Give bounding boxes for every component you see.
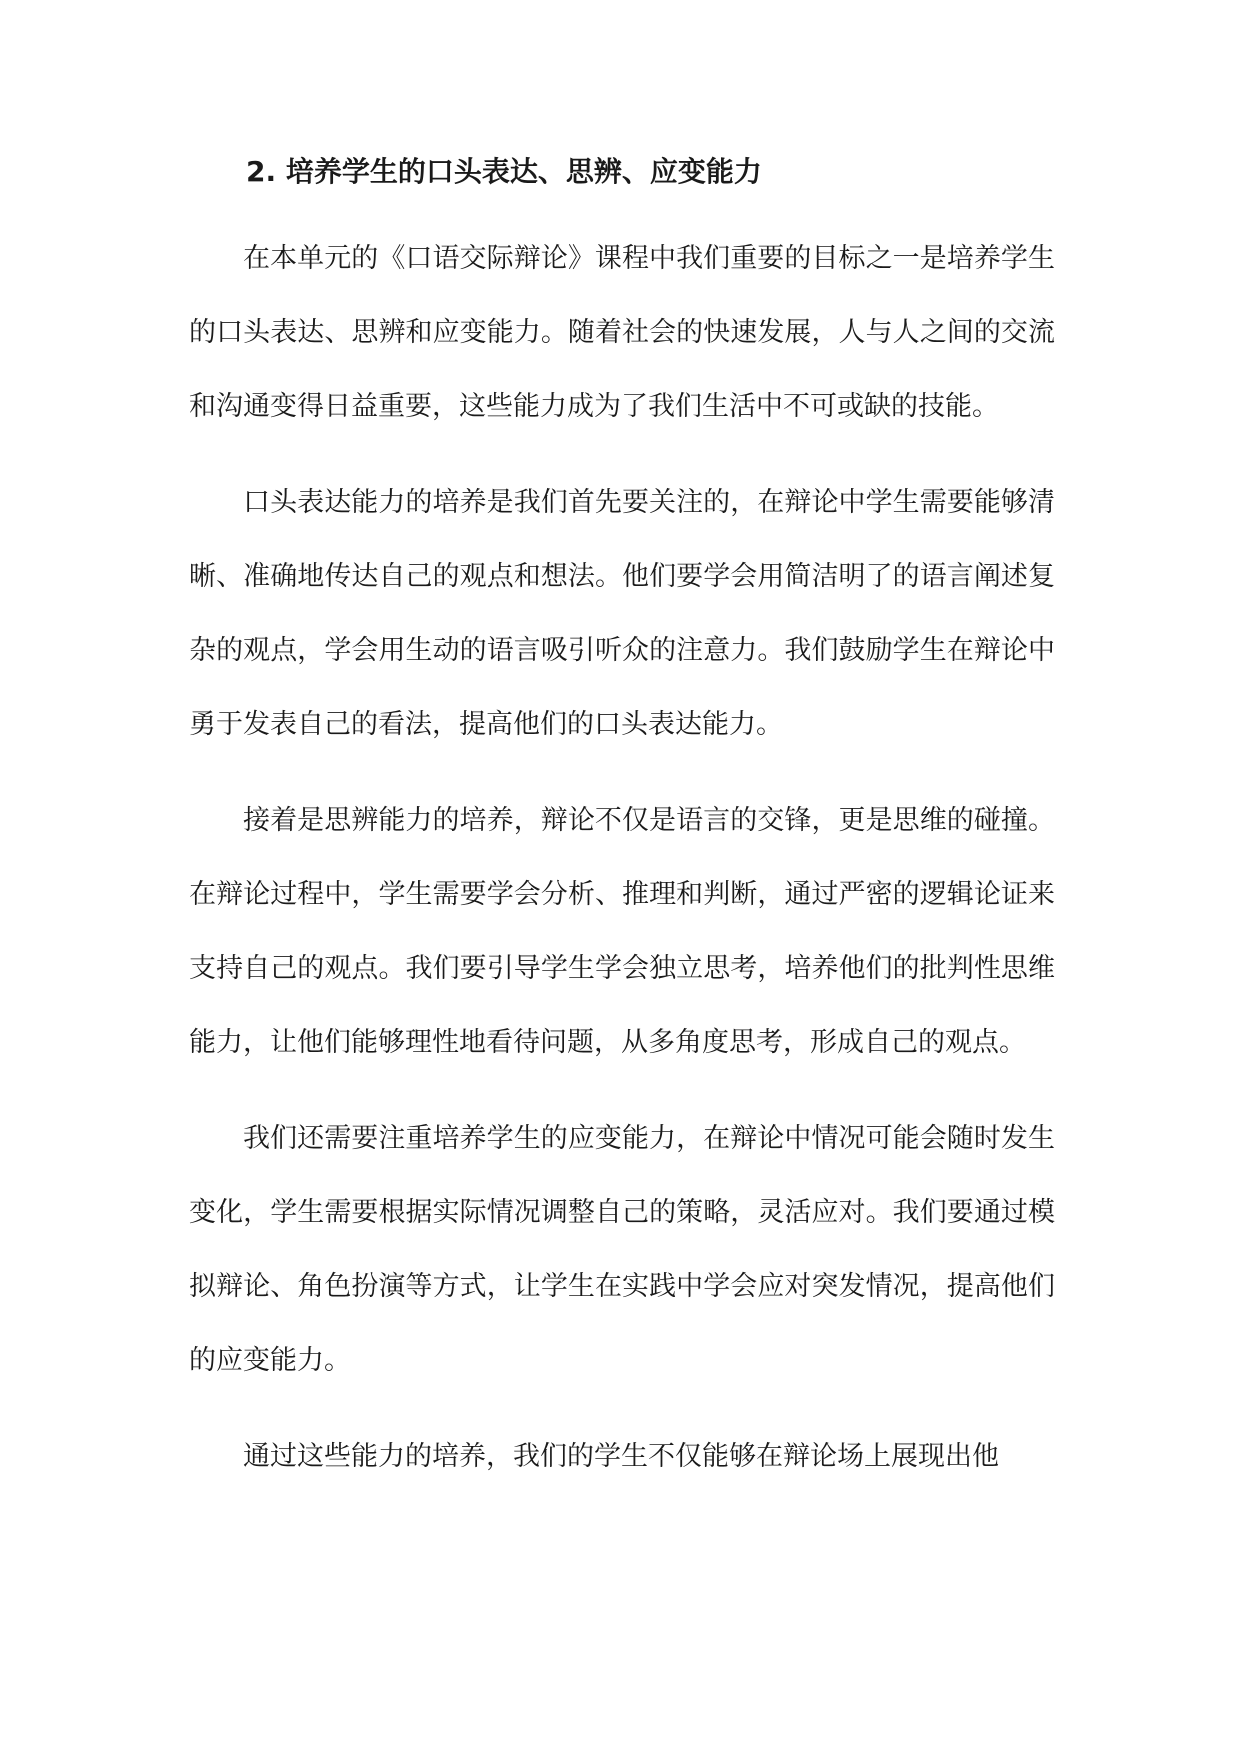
paragraph-conclusion: 通过这些能力的培养，我们的学生不仅能够在辩论场上展现出他 <box>243 1441 999 1472</box>
section-heading: 2. 培养学生的口头表达、思辨、应变能力 <box>246 155 762 188</box>
paragraph-critical-thinking: 接着是思辨能力的培养，辩论不仅是语言的交锋，更是思维的碰撞。在辩论过程中，学生需要学会分析、推理和判断，通过严密的逻辑论证来支持自己的观点。我们要引导学生学会独立思考，培养他们的批判性思维能力，让他们能够理性地看待问题，从多角度思考，形成自己的观点。 <box>189 805 1055 1058</box>
paragraph-intro: 在本单元的《口语交际辩论》课程中我们重要的目标之一是培养学生的口头表达、思辨和应变能力。随着社会的快速发展，人与人之间的交流和沟通变得日益重要，这些能力成为了我们生活中不可或缺的技能。 <box>189 243 1055 422</box>
document-page <box>189 148 1055 1494</box>
paragraph-adaptability: 我们还需要注重培养学生的应变能力，在辩论中情况可能会随时发生变化，学生需要根据实际情况调整自己的策略，灵活应对。我们要通过模拟辩论、角色扮演等方式，让学生在实践中学会应对突发情况，提高他们的应变能力。 <box>189 1123 1055 1376</box>
paragraph-oral-expression: 口头表达能力的培养是我们首先要关注的，在辩论中学生需要能够清晰、准确地传达自己的观点和想法。他们要学会用简洁明了的语言阐述复杂的观点，学会用生动的语言吸引听众的注意力。我们鼓励学生在辩论中勇于发表自己的看法，提高他们的口头表达能力。 <box>189 487 1055 740</box>
